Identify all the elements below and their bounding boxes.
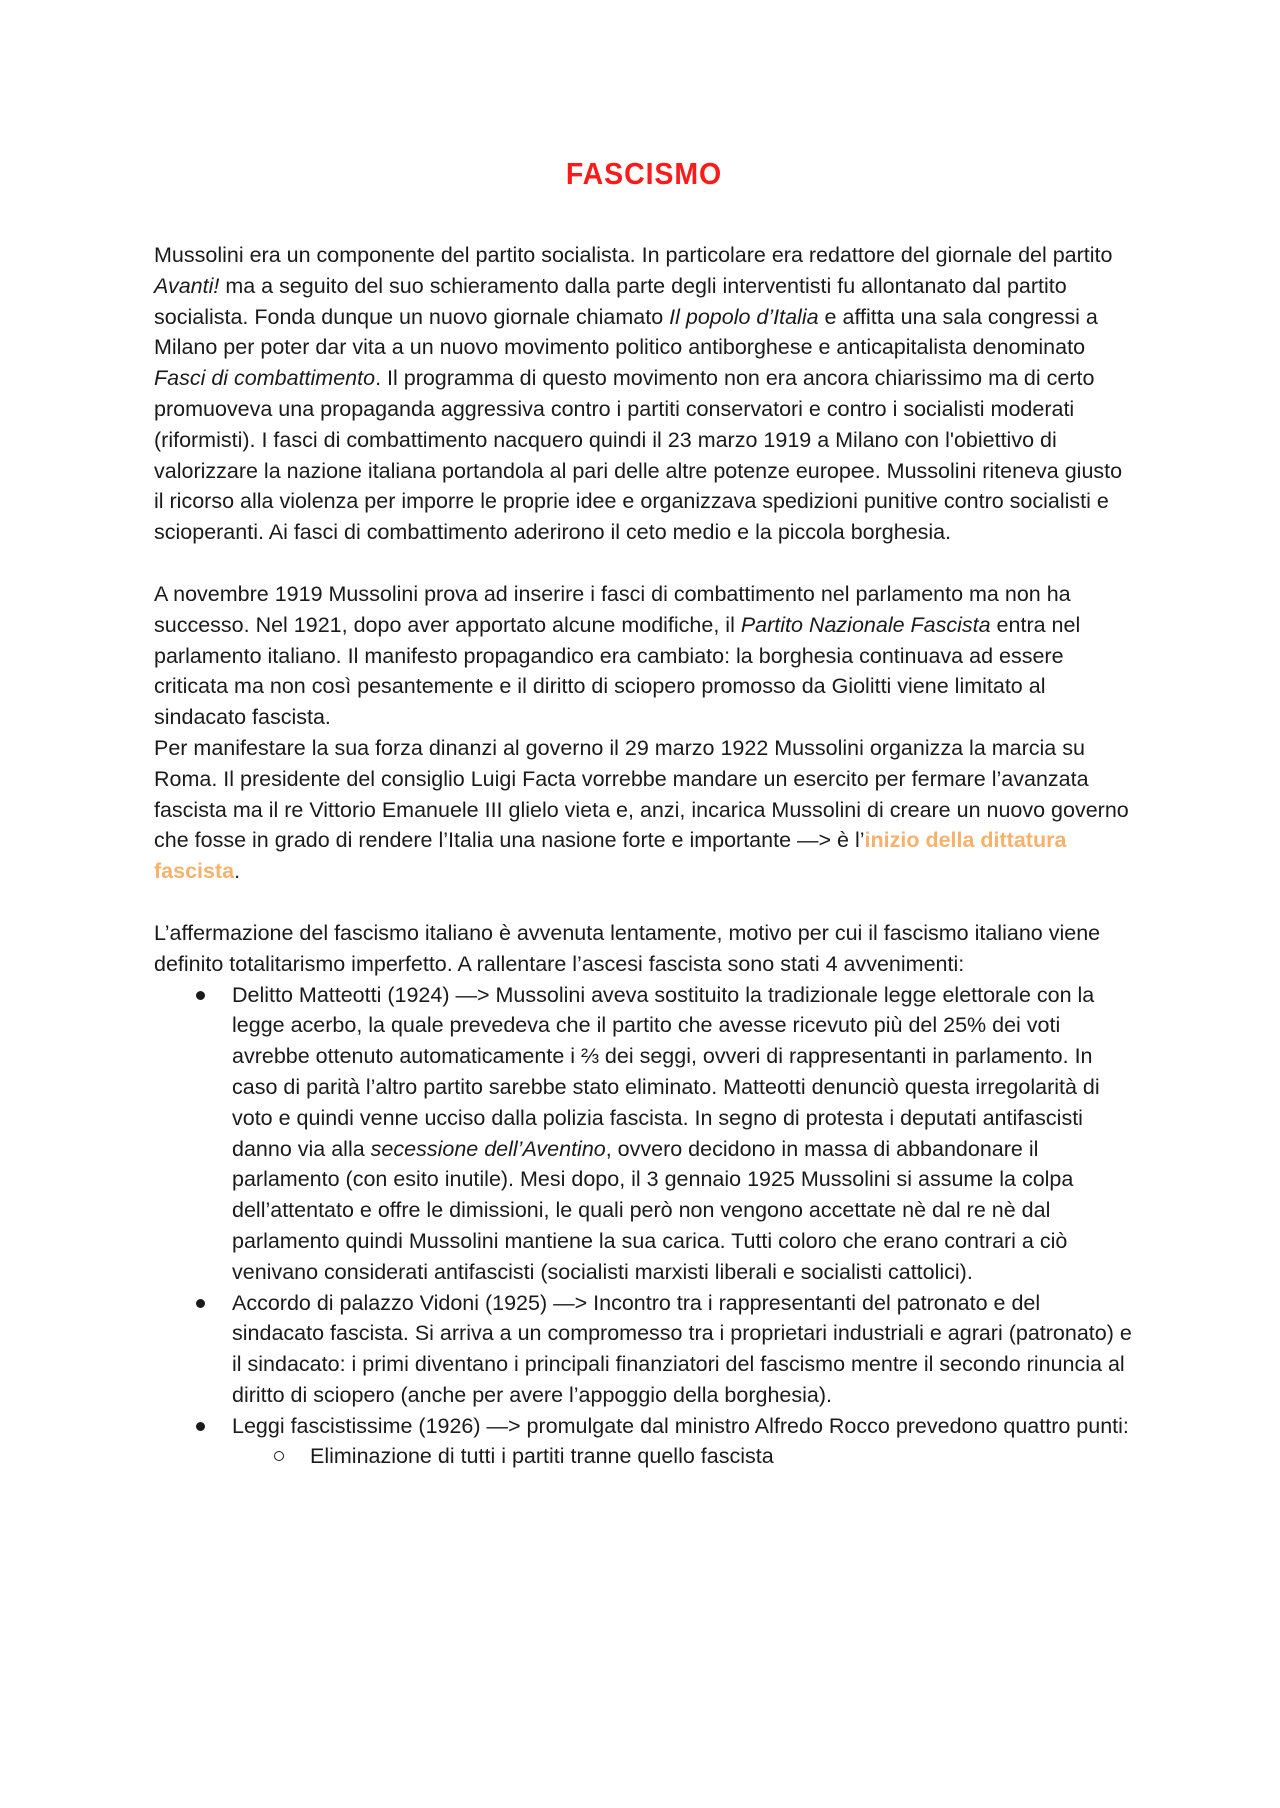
- text-run: . Il programma di questo movimento non era ancora chiarissimo ma di certo promuoveva una propaganda aggressiva contro i partiti conservatori e contro i socialisti moderati (riformisti). I fasci di combattimento nacquero quindi il 23 marzo 1919 a Milano con l'obiettivo di valorizzare la nazione italiana portandola al pari delle altre potenze europee. Mussolini riteneva giusto il ricorso alla violenza per imporre le proprie idee e organizzava spedizioni punitive contro socialisti e scioperanti. Ai fasci di combattimento aderirono il ceto medio e la piccola borghesia.: [154, 366, 1123, 545]
- italic-run: Partito Nazionale Fascista: [740, 612, 991, 637]
- paragraph-march-on-rome: [154, 733, 1134, 887]
- hollow-bullet-icon: [274, 1451, 284, 1461]
- paragraph-affirmation: L’affermazione del fascismo italiano è avvenuta lentamente, motivo per cui il fascismo italiano viene definito totalitarismo imperfetto. A rallentare l’ascesi fascista sono stati 4 avvenimenti:: [154, 920, 1101, 976]
- text-run: entra nel parlamento italiano. Il manifesto propagandico era cambiato: la borghesia continuava ad essere criticata ma non così pesantemente e il diritto di sciopero promosso da Giolitti viene limitato al sindacato fascista.: [154, 612, 1081, 730]
- italic-run: secessione dell’Aventino: [370, 1136, 606, 1161]
- document-title: FASCISMO: [565, 156, 723, 191]
- italic-run: Avanti!: [154, 273, 220, 298]
- list-item: [154, 980, 1134, 1288]
- text-run: , ovvero decidono in massa di abbandonare il parlamento (con esito inutile). Mesi dopo, il 3 gennaio 1925 Mussolini si assume la colpa dell’attentato e offre le dimissioni, le quali però non vengono accettate nè dal re nè dal parlamento quindi Mussolini mantiene la sua carica. Tutti coloro che erano contrari a ciò venivano considerati antifascisti (socialisti marxisti liberali e socialisti cattolici).: [232, 1136, 1074, 1284]
- bullet-icon: [196, 1422, 205, 1431]
- text-run: Eliminazione di tutti i partiti tranne quello fascista: [310, 1444, 774, 1469]
- italic-run: Il popolo d’Italia: [669, 304, 819, 329]
- highlighted-run: inizio della dittatura fascista: [154, 828, 1067, 884]
- text-run: Delitto Matteotti (1924) —> Mussolini aveva sostituito la tradizionale legge elettorale con la legge acerbo, la quale prevedeva che il partito che avesse ricevuto più del 25% dei voti avrebbe ottenuto automaticamente i ⅔ dei seggi, ovveri di rappresentanti in parlamento. In caso di parità l’altro partito sarebbe stato eliminato. Matteotti denunciò questa irregolarità di voto e quindi venne ucciso dalla polizia fascista. In segno di protesta i deputati antifascisti danno via alla: [232, 982, 1100, 1161]
- list-item: [154, 1411, 1134, 1473]
- text-run: Per manifestare la sua forza dinanzi al governo il 29 marzo 1922 Mussolini organizza la marcia su Roma. Il presidente del consiglio Luigi Facta vorrebbe mandare un esercito per fermare l’avanzata fascista ma il re Vittorio Emanuele III glielo vieta e, anzi, incarica Mussolini di creare un nuovo governo che fosse in grado di rendere l’Italia una nasione forte e importante —> è l’: [154, 735, 1129, 853]
- paragraph-gap: [154, 887, 1134, 918]
- text-run: Accordo di palazzo Vidoni (1925) —> Incontro tra i rappresentanti del patronato e del sindacato fascista. Si arriva a un compromesso tra i proprietari industriali e agrari (patronato) e il sindacato: i primi diventano i principali finanziatori del fascismo mentre il secondo rinuncia al diritto di sciopero (anche per avere l’appoggio della borghesia).: [232, 1290, 1132, 1407]
- events-list: [154, 980, 1134, 1473]
- paragraph-origins: [154, 240, 1134, 548]
- bullet-icon: [196, 991, 205, 1000]
- text-run: e affitta una sala congressi a Milano per poter dar vita a un nuovo movimento politico antiborghese e anticapitalista denominato: [154, 304, 1098, 360]
- italic-run: Fasci di combattimento: [154, 366, 376, 391]
- text-run: A novembre 1919 Mussolini prova ad inserire i fasci di combattimento nel parlamento ma non ha successo. Nel 1921, dopo aver apportato alcune modifiche, il: [154, 581, 1071, 637]
- text-run: Leggi fascistissime (1926) —> promulgate dal ministro Alfredo Rocco prevedono quattro punti:: [232, 1413, 1129, 1438]
- document-page: [154, 150, 1134, 1472]
- bullet-icon: [196, 1299, 205, 1308]
- text-run: Mussolini era un componente del partito socialista. In particolare era redattore del giornale del partito: [154, 243, 1113, 267]
- list-item: [154, 1288, 1134, 1411]
- paragraph-parliament: [154, 579, 1134, 733]
- text-run: .: [234, 859, 241, 884]
- sub-list-item: [154, 1441, 1134, 1472]
- paragraph-gap: [154, 548, 1134, 579]
- sub-list: [154, 1441, 1134, 1472]
- text-run: ma a seguito del suo schieramento dalla parte degli interventisti fu allontanato dal partito socialista. Fonda dunque un nuovo giornale chiamato: [154, 273, 1067, 329]
